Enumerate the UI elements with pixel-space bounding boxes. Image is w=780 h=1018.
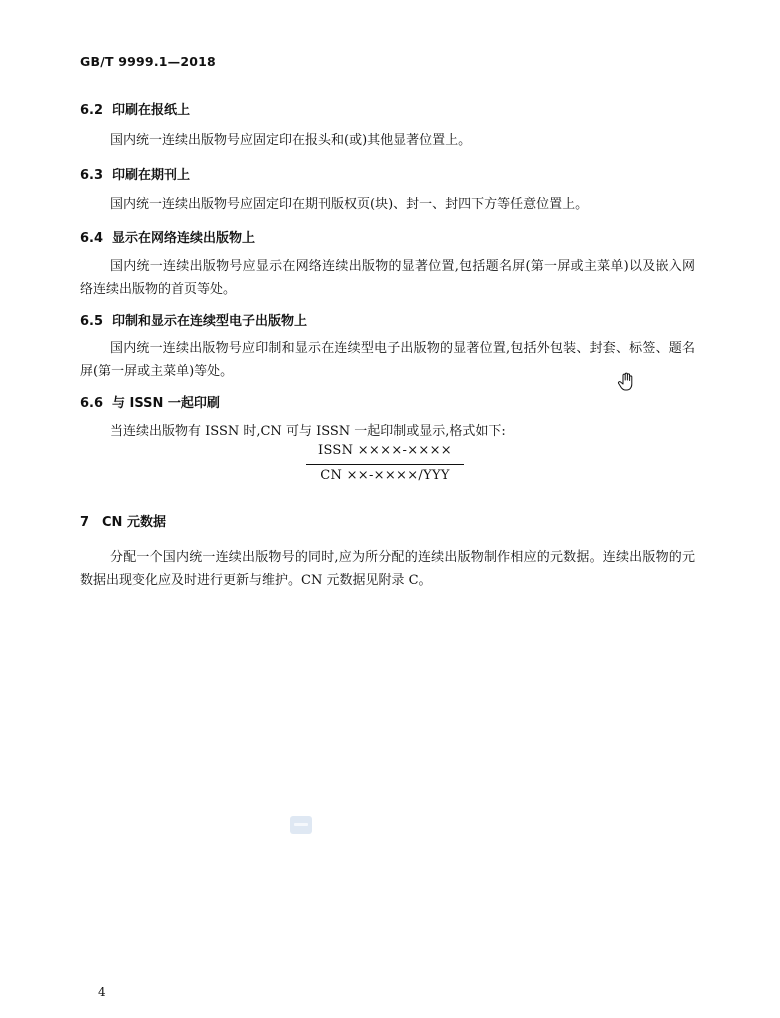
section-heading-7 (80, 511, 166, 530)
section-body-6-6: 当连续出版物有 ISSN 时,CN 可与 ISSN 一起印制或显示,格式如下: (110, 424, 506, 439)
formula-issn-line: ISSN ××××-×××× (306, 441, 464, 465)
section-body-6-5: 国内统一连续出版物号应印制和显示在连续型电子出版物的显著位置,包括外包装、封套、标签、题名屏(第一屏或主菜单)等处。 (80, 341, 695, 379)
section-number: 6.6 (80, 396, 104, 411)
section-title: CN 元数据 (102, 515, 166, 530)
section-title: 印刷在期刊上 (112, 168, 191, 183)
section-body-6-2: 国内统一连续出版物号应固定印在报头和(或)其他显著位置上。 (110, 133, 472, 148)
section-body-6-4: 国内统一连续出版物号应显示在网络连续出版物的显著位置,包括题名屏(第一屏或主菜单)以及嵌入网络连续出版物的首页等处。 (80, 259, 695, 297)
section-number: 6.3 (80, 168, 104, 183)
section-heading-6-5 (80, 310, 307, 329)
section-heading-6-2 (80, 99, 190, 118)
section-number: 6.5 (80, 314, 104, 329)
section-heading-6-6 (80, 392, 220, 411)
section-title: 印刷在报纸上 (112, 103, 191, 118)
section-title: 显示在网络连续出版物上 (112, 231, 256, 246)
standard-code-header: GB/T 9999.1—2018 (80, 54, 216, 69)
section-title: 与 ISSN 一起印刷 (112, 396, 220, 411)
section-number: 7 (80, 515, 90, 530)
watermark-logo (290, 816, 312, 834)
section-body-6-3: 国内统一连续出版物号应固定印在期刊版权页(块)、封一、封四下方等任意位置上。 (110, 197, 589, 212)
section-title: 印制和显示在连续型电子出版物上 (112, 314, 308, 329)
section-body-7: 分配一个国内统一连续出版物号的同时,应为所分配的连续出版物制作相应的元数据。连续出版物的元数据出现变化应及时进行更新与维护。CN 元数据见附录 C。 (80, 550, 695, 588)
cn-format-formula (306, 441, 464, 487)
hand-pointer-icon (617, 372, 635, 392)
formula-cn-line: CN ××-××××/YYY (320, 468, 450, 483)
section-number: 6.4 (80, 231, 104, 246)
section-number: 6.2 (80, 103, 104, 118)
section-heading-6-3 (80, 164, 190, 183)
page-number: 4 (98, 985, 106, 999)
section-heading-6-4 (80, 227, 255, 246)
